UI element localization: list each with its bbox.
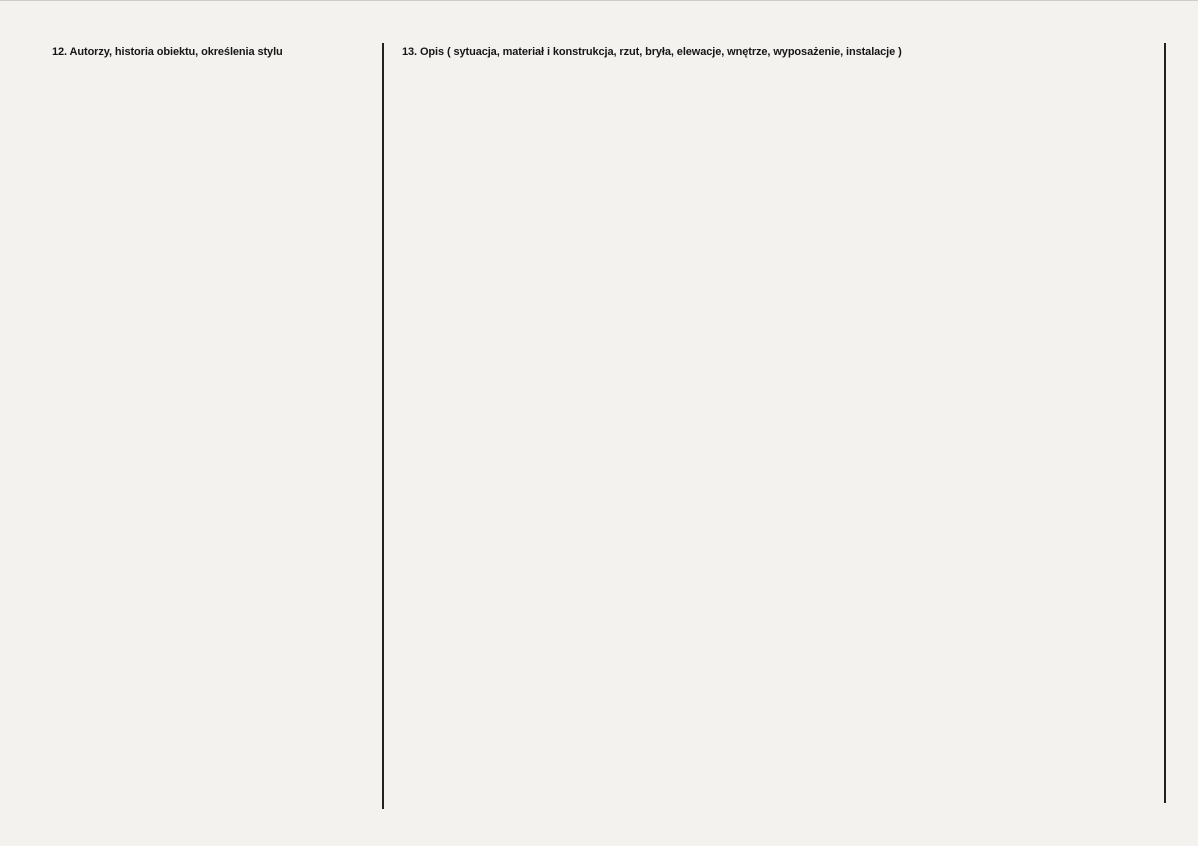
right-column	[396, 43, 1166, 803]
left-section-heading: 12. Autorzy, historia obiektu, określenia stylu	[52, 46, 283, 58]
left-column	[46, 43, 384, 809]
right-section-heading: 13. Opis ( sytuacja, materiał i konstrukcja, rzut, bryła, elewacje, wnętrze, wyposażenie, instalacje )	[402, 46, 902, 58]
